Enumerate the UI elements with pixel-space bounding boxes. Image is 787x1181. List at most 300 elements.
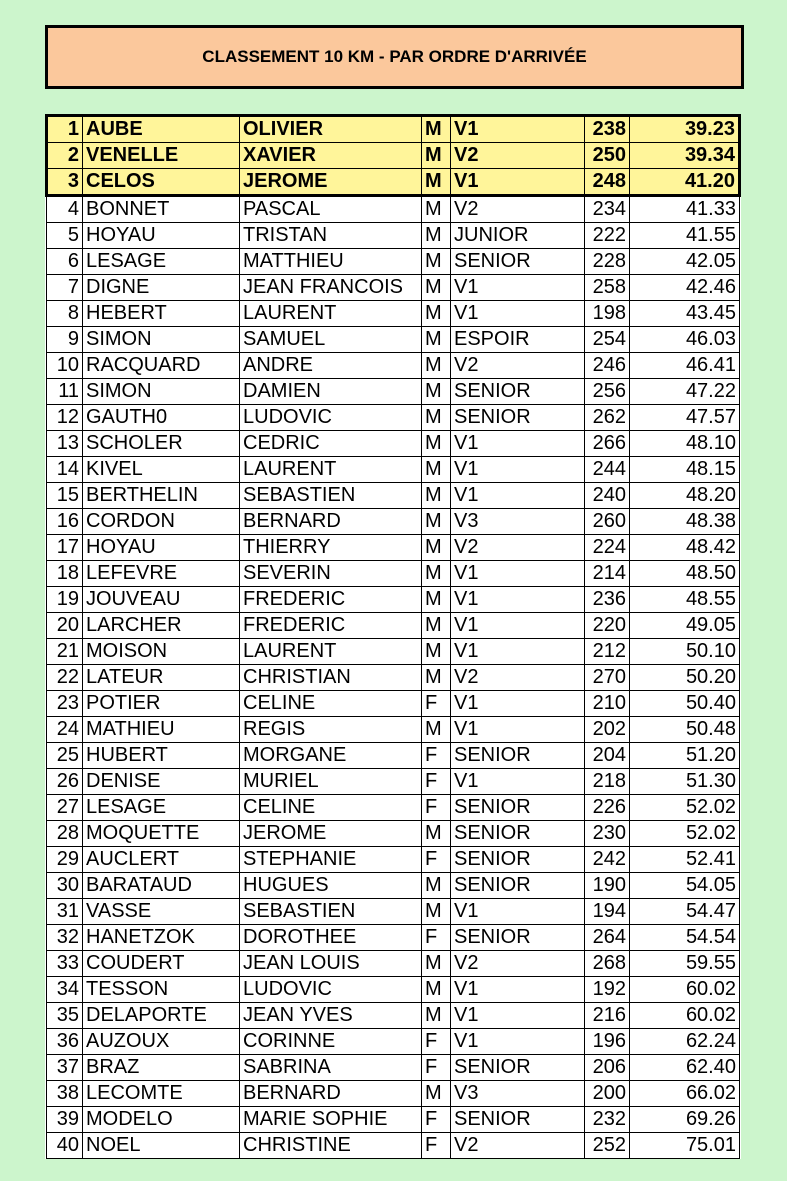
first-name-cell: BERNARD — [240, 509, 422, 535]
sex-cell: F — [422, 1133, 451, 1159]
bib-number-cell: 204 — [585, 743, 630, 769]
category-cell: V2 — [451, 535, 585, 561]
first-name-cell: SEBASTIEN — [240, 899, 422, 925]
bib-number-cell: 256 — [585, 379, 630, 405]
sex-cell: M — [422, 301, 451, 327]
last-name-cell: LATEUR — [83, 665, 240, 691]
category-cell: V1 — [451, 613, 585, 639]
category-cell: V1 — [451, 301, 585, 327]
first-name-cell: JEAN LOUIS — [240, 951, 422, 977]
rank-cell: 17 — [47, 535, 83, 561]
bib-number-cell: 266 — [585, 431, 630, 457]
last-name-cell: BERTHELIN — [83, 483, 240, 509]
sex-cell: M — [422, 509, 451, 535]
time-cell: 52.02 — [630, 821, 740, 847]
first-name-cell: CEDRIC — [240, 431, 422, 457]
category-cell: V1 — [451, 483, 585, 509]
table-row — [47, 743, 740, 769]
bib-number-cell: 212 — [585, 639, 630, 665]
sex-cell: M — [422, 561, 451, 587]
last-name-cell: KIVEL — [83, 457, 240, 483]
time-cell: 48.50 — [630, 561, 740, 587]
time-cell: 48.42 — [630, 535, 740, 561]
last-name-cell: NOEL — [83, 1133, 240, 1159]
first-name-cell: DAMIEN — [240, 379, 422, 405]
rank-cell: 12 — [47, 405, 83, 431]
time-cell: 59.55 — [630, 951, 740, 977]
sex-cell: M — [422, 977, 451, 1003]
category-cell: SENIOR — [451, 795, 585, 821]
table-row — [47, 717, 740, 743]
category-cell: V1 — [451, 275, 585, 301]
time-cell: 62.24 — [630, 1029, 740, 1055]
category-cell: V1 — [451, 691, 585, 717]
bib-number-cell: 250 — [585, 143, 630, 169]
sex-cell: M — [422, 951, 451, 977]
rank-cell: 35 — [47, 1003, 83, 1029]
first-name-cell: JEAN FRANCOIS — [240, 275, 422, 301]
table-row — [47, 639, 740, 665]
sex-cell: F — [422, 769, 451, 795]
rank-cell: 38 — [47, 1081, 83, 1107]
time-cell: 52.02 — [630, 795, 740, 821]
category-cell: V3 — [451, 1081, 585, 1107]
sex-cell: M — [422, 379, 451, 405]
first-name-cell: CELINE — [240, 795, 422, 821]
time-cell: 41.55 — [630, 223, 740, 249]
bib-number-cell: 238 — [585, 116, 630, 143]
bib-number-cell: 264 — [585, 925, 630, 951]
last-name-cell: RACQUARD — [83, 353, 240, 379]
last-name-cell: AUZOUX — [83, 1029, 240, 1055]
first-name-cell: BERNARD — [240, 1081, 422, 1107]
bib-number-cell: 270 — [585, 665, 630, 691]
time-cell: 60.02 — [630, 977, 740, 1003]
time-cell: 60.02 — [630, 1003, 740, 1029]
sex-cell: M — [422, 327, 451, 353]
table-row — [47, 769, 740, 795]
rank-cell: 37 — [47, 1055, 83, 1081]
table-row — [47, 457, 740, 483]
time-cell: 47.57 — [630, 405, 740, 431]
bib-number-cell: 260 — [585, 509, 630, 535]
time-cell: 48.38 — [630, 509, 740, 535]
category-cell: SENIOR — [451, 405, 585, 431]
time-cell: 48.55 — [630, 587, 740, 613]
rank-cell: 28 — [47, 821, 83, 847]
rank-cell: 40 — [47, 1133, 83, 1159]
table-row — [47, 977, 740, 1003]
time-cell: 48.10 — [630, 431, 740, 457]
sex-cell: M — [422, 717, 451, 743]
sex-cell: M — [422, 613, 451, 639]
time-cell: 39.23 — [630, 116, 740, 143]
last-name-cell: JOUVEAU — [83, 587, 240, 613]
table-row — [47, 196, 740, 223]
category-cell: V1 — [451, 977, 585, 1003]
bib-number-cell: 252 — [585, 1133, 630, 1159]
rank-cell: 5 — [47, 223, 83, 249]
category-cell: V1 — [451, 561, 585, 587]
bib-number-cell: 214 — [585, 561, 630, 587]
category-cell: SENIOR — [451, 379, 585, 405]
table-row — [47, 561, 740, 587]
bib-number-cell: 196 — [585, 1029, 630, 1055]
table-row — [47, 169, 740, 196]
time-cell: 42.46 — [630, 275, 740, 301]
sex-cell: F — [422, 743, 451, 769]
rank-cell: 33 — [47, 951, 83, 977]
sex-cell: M — [422, 249, 451, 275]
sex-cell: M — [422, 535, 451, 561]
time-cell: 50.48 — [630, 717, 740, 743]
category-cell: SENIOR — [451, 821, 585, 847]
table-row — [47, 509, 740, 535]
first-name-cell: OLIVIER — [240, 116, 422, 143]
table-row — [47, 1003, 740, 1029]
sex-cell: M — [422, 169, 451, 196]
rank-cell: 27 — [47, 795, 83, 821]
rank-cell: 1 — [47, 116, 83, 143]
first-name-cell: HUGUES — [240, 873, 422, 899]
last-name-cell: HANETZOK — [83, 925, 240, 951]
rank-cell: 30 — [47, 873, 83, 899]
time-cell: 50.20 — [630, 665, 740, 691]
category-cell: ESPOIR — [451, 327, 585, 353]
last-name-cell: BARATAUD — [83, 873, 240, 899]
first-name-cell: TRISTAN — [240, 223, 422, 249]
time-cell: 42.05 — [630, 249, 740, 275]
time-cell: 66.02 — [630, 1081, 740, 1107]
table-row — [47, 1107, 740, 1133]
last-name-cell: BRAZ — [83, 1055, 240, 1081]
results-table — [45, 114, 741, 1159]
last-name-cell: HEBERT — [83, 301, 240, 327]
first-name-cell: LUDOVIC — [240, 977, 422, 1003]
time-cell: 47.22 — [630, 379, 740, 405]
category-cell: SENIOR — [451, 925, 585, 951]
table-row — [47, 301, 740, 327]
category-cell: V1 — [451, 899, 585, 925]
table-row — [47, 431, 740, 457]
bib-number-cell: 236 — [585, 587, 630, 613]
sex-cell: M — [422, 223, 451, 249]
rank-cell: 19 — [47, 587, 83, 613]
last-name-cell: COUDERT — [83, 951, 240, 977]
table-row — [47, 847, 740, 873]
bib-number-cell: 246 — [585, 353, 630, 379]
rank-cell: 24 — [47, 717, 83, 743]
table-row — [47, 275, 740, 301]
first-name-cell: PASCAL — [240, 196, 422, 223]
first-name-cell: SEBASTIEN — [240, 483, 422, 509]
rank-cell: 34 — [47, 977, 83, 1003]
last-name-cell: AUBE — [83, 116, 240, 143]
rank-cell: 18 — [47, 561, 83, 587]
last-name-cell: LECOMTE — [83, 1081, 240, 1107]
first-name-cell: LUDOVIC — [240, 405, 422, 431]
time-cell: 50.40 — [630, 691, 740, 717]
table-row — [47, 249, 740, 275]
rank-cell: 23 — [47, 691, 83, 717]
table-row — [47, 925, 740, 951]
table-row — [47, 1029, 740, 1055]
category-cell: V2 — [451, 143, 585, 169]
sex-cell: F — [422, 691, 451, 717]
results-body — [47, 116, 740, 1159]
category-cell: SENIOR — [451, 873, 585, 899]
table-row — [47, 1133, 740, 1159]
time-cell: 48.15 — [630, 457, 740, 483]
sex-cell: F — [422, 795, 451, 821]
category-cell: V2 — [451, 951, 585, 977]
table-row — [47, 379, 740, 405]
category-cell: V1 — [451, 639, 585, 665]
first-name-cell: XAVIER — [240, 143, 422, 169]
rank-cell: 31 — [47, 899, 83, 925]
category-cell: V1 — [451, 587, 585, 613]
time-cell: 41.20 — [630, 169, 740, 196]
category-cell: V1 — [451, 1029, 585, 1055]
sex-cell: M — [422, 821, 451, 847]
rank-cell: 15 — [47, 483, 83, 509]
category-cell: V1 — [451, 457, 585, 483]
table-row — [47, 821, 740, 847]
rank-cell: 20 — [47, 613, 83, 639]
category-cell: V1 — [451, 1003, 585, 1029]
sex-cell: M — [422, 1081, 451, 1107]
table-row — [47, 613, 740, 639]
last-name-cell: MOISON — [83, 639, 240, 665]
rank-cell: 16 — [47, 509, 83, 535]
sex-cell: M — [422, 665, 451, 691]
time-cell: 41.33 — [630, 196, 740, 223]
first-name-cell: CORINNE — [240, 1029, 422, 1055]
bib-number-cell: 240 — [585, 483, 630, 509]
category-cell: V1 — [451, 169, 585, 196]
first-name-cell: SEVERIN — [240, 561, 422, 587]
rank-cell: 32 — [47, 925, 83, 951]
sex-cell: M — [422, 899, 451, 925]
category-cell: SENIOR — [451, 1055, 585, 1081]
category-cell: V2 — [451, 665, 585, 691]
last-name-cell: HOYAU — [83, 223, 240, 249]
rank-cell: 2 — [47, 143, 83, 169]
category-cell: V3 — [451, 509, 585, 535]
bib-number-cell: 192 — [585, 977, 630, 1003]
last-name-cell: DENISE — [83, 769, 240, 795]
last-name-cell: TESSON — [83, 977, 240, 1003]
category-cell: SENIOR — [451, 743, 585, 769]
sex-cell: F — [422, 847, 451, 873]
bib-number-cell: 244 — [585, 457, 630, 483]
first-name-cell: CHRISTIAN — [240, 665, 422, 691]
last-name-cell: LESAGE — [83, 249, 240, 275]
page-title: CLASSEMENT 10 KM - PAR ORDRE D'ARRIVÉE — [45, 25, 744, 89]
sex-cell: M — [422, 1003, 451, 1029]
time-cell: 48.20 — [630, 483, 740, 509]
bib-number-cell: 220 — [585, 613, 630, 639]
bib-number-cell: 218 — [585, 769, 630, 795]
table-row — [47, 1081, 740, 1107]
bib-number-cell: 258 — [585, 275, 630, 301]
table-row — [47, 143, 740, 169]
table-row — [47, 899, 740, 925]
rank-cell: 4 — [47, 196, 83, 223]
bib-number-cell: 194 — [585, 899, 630, 925]
rank-cell: 7 — [47, 275, 83, 301]
sex-cell: F — [422, 925, 451, 951]
last-name-cell: SIMON — [83, 327, 240, 353]
category-cell: V1 — [451, 431, 585, 457]
sex-cell: F — [422, 1107, 451, 1133]
rank-cell: 8 — [47, 301, 83, 327]
bib-number-cell: 202 — [585, 717, 630, 743]
first-name-cell: SAMUEL — [240, 327, 422, 353]
bib-number-cell: 222 — [585, 223, 630, 249]
time-cell: 43.45 — [630, 301, 740, 327]
first-name-cell: CHRISTINE — [240, 1133, 422, 1159]
category-cell: SENIOR — [451, 847, 585, 873]
first-name-cell: REGIS — [240, 717, 422, 743]
bib-number-cell: 216 — [585, 1003, 630, 1029]
first-name-cell: JEROME — [240, 821, 422, 847]
rank-cell: 6 — [47, 249, 83, 275]
table-row — [47, 873, 740, 899]
category-cell: V1 — [451, 717, 585, 743]
last-name-cell: AUCLERT — [83, 847, 240, 873]
category-cell: V1 — [451, 116, 585, 143]
table-row — [47, 327, 740, 353]
table-row — [47, 223, 740, 249]
table-row — [47, 1055, 740, 1081]
last-name-cell: SCHOLER — [83, 431, 240, 457]
sex-cell: M — [422, 143, 451, 169]
rank-cell: 14 — [47, 457, 83, 483]
last-name-cell: MOQUETTE — [83, 821, 240, 847]
time-cell: 54.47 — [630, 899, 740, 925]
sex-cell: M — [422, 431, 451, 457]
bib-number-cell: 262 — [585, 405, 630, 431]
sex-cell: M — [422, 483, 451, 509]
rank-cell: 10 — [47, 353, 83, 379]
first-name-cell: MARIE SOPHIE — [240, 1107, 422, 1133]
last-name-cell: LESAGE — [83, 795, 240, 821]
first-name-cell: MURIEL — [240, 769, 422, 795]
table-row — [47, 116, 740, 143]
last-name-cell: SIMON — [83, 379, 240, 405]
first-name-cell: FREDERIC — [240, 587, 422, 613]
time-cell: 52.41 — [630, 847, 740, 873]
first-name-cell: FREDERIC — [240, 613, 422, 639]
time-cell: 75.01 — [630, 1133, 740, 1159]
bib-number-cell: 206 — [585, 1055, 630, 1081]
first-name-cell: ANDRE — [240, 353, 422, 379]
bib-number-cell: 230 — [585, 821, 630, 847]
bib-number-cell: 226 — [585, 795, 630, 821]
time-cell: 46.41 — [630, 353, 740, 379]
time-cell: 51.30 — [630, 769, 740, 795]
last-name-cell: VENELLE — [83, 143, 240, 169]
sex-cell: F — [422, 1055, 451, 1081]
table-row — [47, 665, 740, 691]
first-name-cell: SABRINA — [240, 1055, 422, 1081]
rank-cell: 13 — [47, 431, 83, 457]
bib-number-cell: 190 — [585, 873, 630, 899]
sex-cell: M — [422, 873, 451, 899]
time-cell: 54.05 — [630, 873, 740, 899]
rank-cell: 25 — [47, 743, 83, 769]
category-cell: V1 — [451, 769, 585, 795]
table-row — [47, 951, 740, 977]
first-name-cell: MATTHIEU — [240, 249, 422, 275]
last-name-cell: BONNET — [83, 196, 240, 223]
last-name-cell: LARCHER — [83, 613, 240, 639]
time-cell: 62.40 — [630, 1055, 740, 1081]
bib-number-cell: 248 — [585, 169, 630, 196]
bib-number-cell: 228 — [585, 249, 630, 275]
category-cell: SENIOR — [451, 249, 585, 275]
table-row — [47, 535, 740, 561]
rank-cell: 21 — [47, 639, 83, 665]
bib-number-cell: 242 — [585, 847, 630, 873]
time-cell: 49.05 — [630, 613, 740, 639]
last-name-cell: POTIER — [83, 691, 240, 717]
rank-cell: 9 — [47, 327, 83, 353]
bib-number-cell: 200 — [585, 1081, 630, 1107]
table-row — [47, 691, 740, 717]
first-name-cell: CELINE — [240, 691, 422, 717]
sex-cell: F — [422, 1029, 451, 1055]
last-name-cell: HUBERT — [83, 743, 240, 769]
category-cell: V2 — [451, 196, 585, 223]
bib-number-cell: 234 — [585, 196, 630, 223]
sex-cell: M — [422, 353, 451, 379]
sex-cell: M — [422, 196, 451, 223]
rank-cell: 22 — [47, 665, 83, 691]
sex-cell: M — [422, 639, 451, 665]
first-name-cell: THIERRY — [240, 535, 422, 561]
time-cell: 50.10 — [630, 639, 740, 665]
time-cell: 39.34 — [630, 143, 740, 169]
bib-number-cell: 254 — [585, 327, 630, 353]
category-cell: JUNIOR — [451, 223, 585, 249]
sex-cell: M — [422, 405, 451, 431]
first-name-cell: LAURENT — [240, 457, 422, 483]
rank-cell: 36 — [47, 1029, 83, 1055]
sex-cell: M — [422, 457, 451, 483]
table-row — [47, 795, 740, 821]
bib-number-cell: 268 — [585, 951, 630, 977]
rank-cell: 26 — [47, 769, 83, 795]
last-name-cell: CELOS — [83, 169, 240, 196]
last-name-cell: HOYAU — [83, 535, 240, 561]
table-row — [47, 587, 740, 613]
last-name-cell: LEFEVRE — [83, 561, 240, 587]
time-cell: 46.03 — [630, 327, 740, 353]
sex-cell: M — [422, 587, 451, 613]
last-name-cell: GAUTH0 — [83, 405, 240, 431]
time-cell: 54.54 — [630, 925, 740, 951]
rank-cell: 3 — [47, 169, 83, 196]
first-name-cell: MORGANE — [240, 743, 422, 769]
first-name-cell: LAURENT — [240, 639, 422, 665]
table-row — [47, 405, 740, 431]
table-row — [47, 483, 740, 509]
last-name-cell: DELAPORTE — [83, 1003, 240, 1029]
first-name-cell: STEPHANIE — [240, 847, 422, 873]
bib-number-cell: 232 — [585, 1107, 630, 1133]
